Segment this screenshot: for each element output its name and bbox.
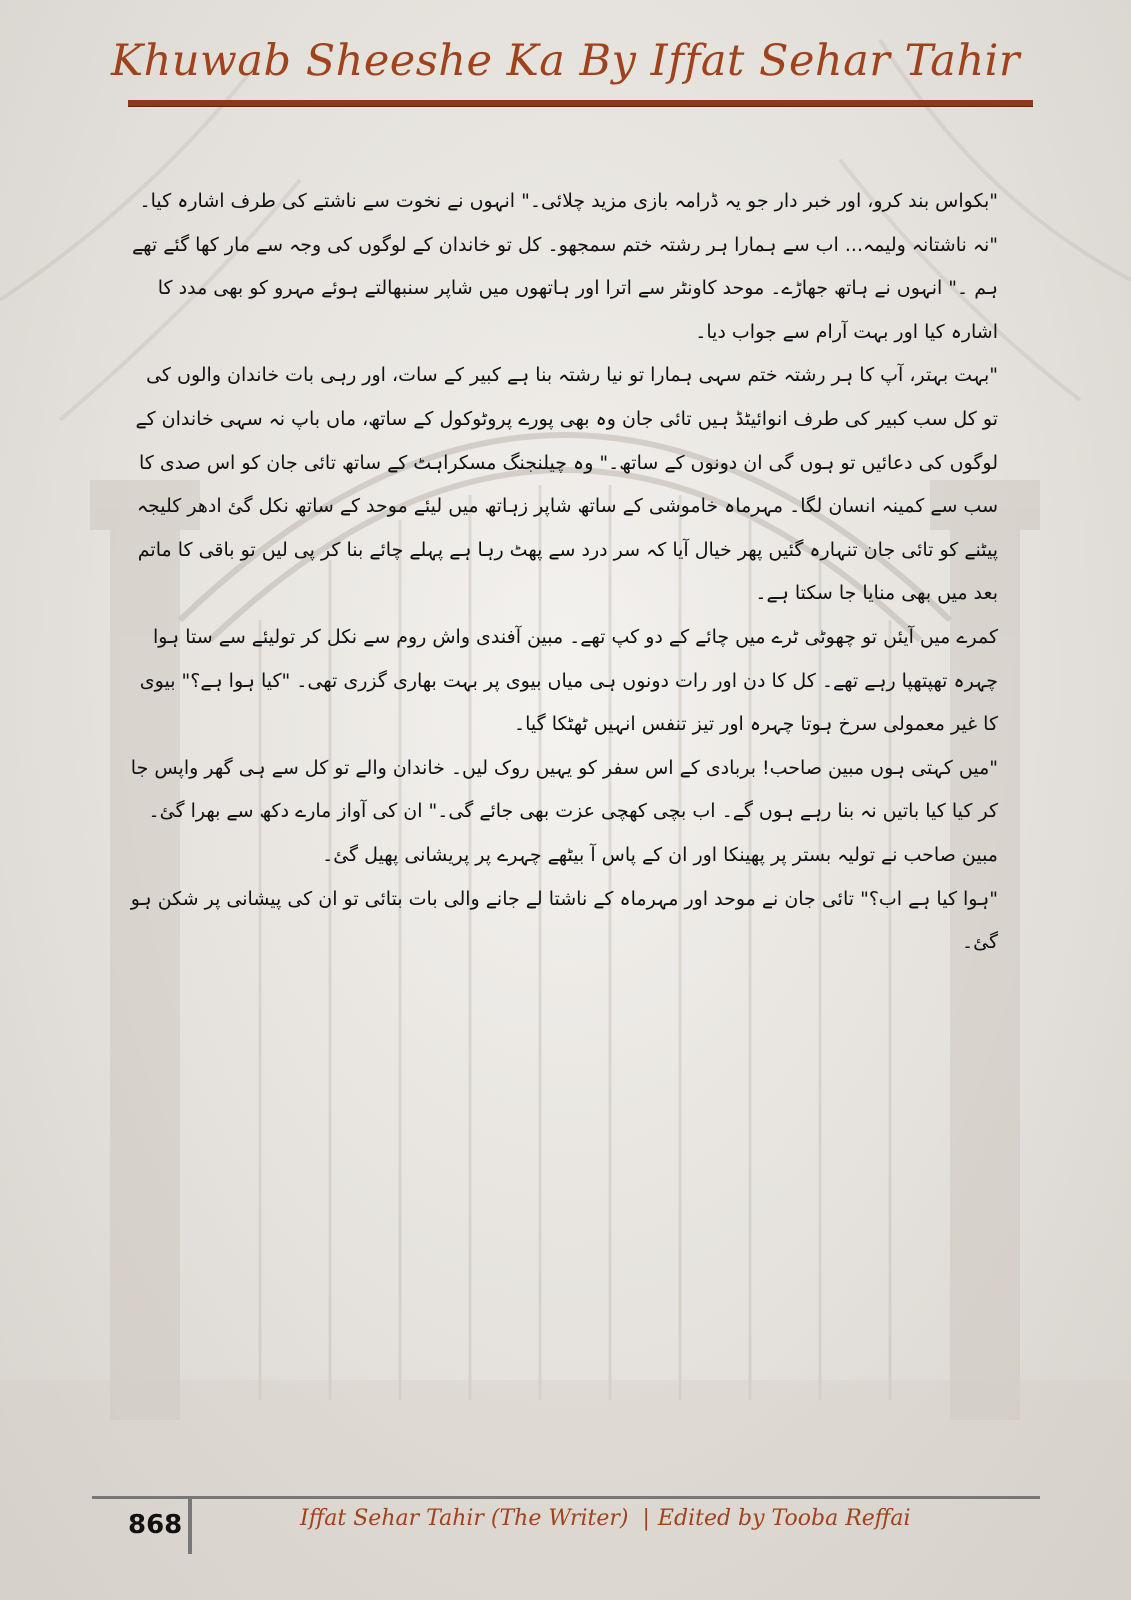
author-credit: Iffat Sehar Tahir (The Writer) xyxy=(300,1506,629,1531)
credit-separator: | xyxy=(642,1506,650,1531)
story-text xyxy=(128,180,998,965)
editor-credit: Edited by Tooba Reffai xyxy=(657,1506,911,1531)
page-title: Khuwab Sheeshe Ka By Iffat Sehar Tahir xyxy=(111,36,1020,86)
footer-vertical-divider xyxy=(188,1496,192,1554)
footer-divider xyxy=(92,1496,1040,1499)
page-number: 868 xyxy=(128,1510,183,1540)
paragraph: "بکواس بند کرو، اور خبر دار جو یہ ڈرامہ بازی مزید چلائی۔" انہوں نے نخوت سے ناشتے کی طرف اشارہ کیا۔ xyxy=(139,190,998,212)
paragraph: کمرے میں آیئں تو چھوٹی ٹرے میں چائے کے دو کپ تھے۔ مبین آفندی واش روم سے نکل کر تولیئے سے ستا ہوا چہرہ تھپتھپا رہے تھے۔ کل کا دن اور رات دونوں ہی میاں بیوی پر بہت بھاری گزری تھی۔ "کیا ہوا ہے؟" بیوی کا غیر معمولی سرخ ہوتا چہرہ اور تیز تنفس انہیں ٹھٹکا گیا۔ xyxy=(139,625,998,736)
footer-credit xyxy=(300,1506,960,1531)
title-divider xyxy=(128,100,1033,107)
paragraph: "بہت بہتر، آپ کا ہر رشتہ ختم سہی ہمارا تو نیا رشتہ بنا ہے کبیر کے سات، اور رہی بات خاندان والوں کی تو کل سب کبیر کی طرف انوائیٹڈ ہیں تائی جان وہ بھی پورے پروٹوکول کے ساتھ، ماں باپ نہ سہی خاندان کے لوگوں کی دعائیں تو ہوں گی ان دونوں کے ساتھ۔" وہ چیلنجنگ مسکراہٹ کے ساتھ تائی جان کو اس صدی کا سب سے کمینہ انسان لگا۔ مہرماہ خاموشی کے ساتھ شاپر زہاتھ میں لیئے موحد کے ساتھ نکل گئ ادھر کلیجہ پیٹنے کو تائی جان تنہارہ گئیں پھر خیال آیا کہ سر درد سے پھٹ رہا ہے پہلے چائے بنا کر پی لیں تو باقی کا ماتم بعد میں بھی منایا جا سکتا ہے۔ xyxy=(135,364,998,605)
paragraph: "میں کہتی ہوں مبین صاحب! بربادی کے اس سفر کو یہیں روک لیں۔ خاندان والے تو کل سے ہی گھر واپس جا کر کیا کیا باتیں نہ بنا رہے ہوں گے۔ اب بچی کھچی عزت بھی جائے گی۔" ان کی آواز مارے دکھ سے بھرا گئ۔ مبین صاحب نے تولیہ بستر پر پھینکا اور ان کے پاس آ بیٹھے چہرے پر پریشانی پھیل گئ۔ xyxy=(130,756,998,866)
paragraph: "ہوا کیا ہے اب؟" تائی جان نے موحد اور مہرماہ کے ناشتا لے جانے والی بات بتائی تو ان کی پیشانی پر شکن ہو گئ۔ xyxy=(130,887,998,954)
paragraph: "نہ ناشتانہ ولیمہ... اب سے ہمارا ہر رشتہ ختم سمجھو۔ کل تو خاندان کے لوگوں کی وجہ سے مار کھا گئے تھے ہم ۔" انہوں نے ہاتھ جھاڑے۔ موحد کاونٹر سے اترا اور ہاتھوں میں شاپر سنبھالتے ہوئے مہرو کو بھی مدد کا اشارہ کیا اور بہت آرام سے جواب دیا۔ xyxy=(132,233,998,343)
